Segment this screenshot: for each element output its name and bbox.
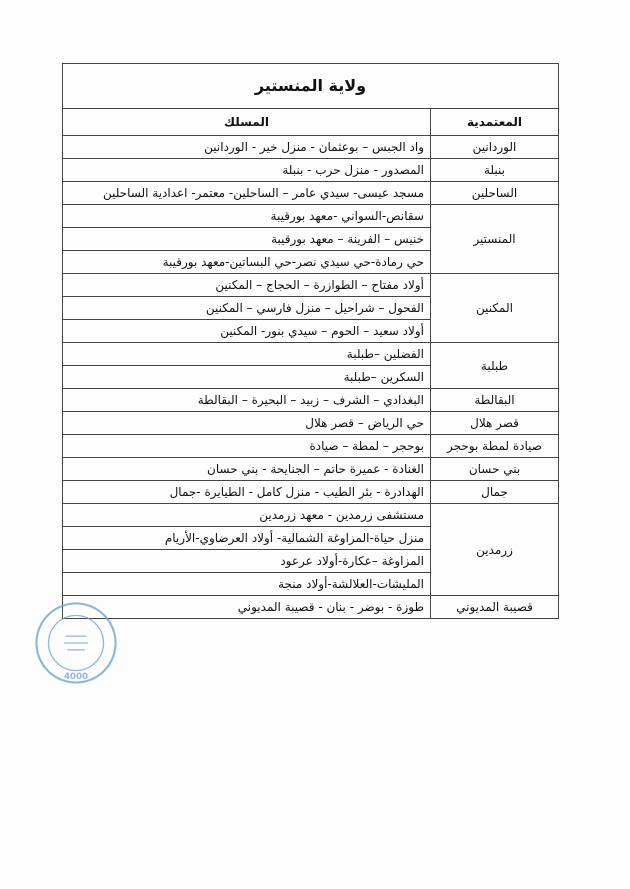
route-cell: خنيس – الفرينة – معهد بورقيبة	[63, 228, 431, 251]
table-row	[63, 205, 559, 228]
table-row	[63, 343, 559, 366]
table-row	[63, 412, 559, 435]
route-cell: الفضلين –طبلبة	[63, 343, 431, 366]
table-row	[63, 159, 559, 182]
table-row	[63, 481, 559, 504]
route-cell: المزاوغة –عكارة-أولاد عرعود	[63, 550, 431, 573]
delegation-cell: الساحلين	[431, 182, 559, 205]
route-column-header: المسلك	[63, 109, 431, 136]
delegation-cell: المكنين	[431, 274, 559, 343]
route-cell: أولاد مفتاح – الطوازرة – الحجاج – المكنين	[63, 274, 431, 297]
route-cell: مستشفى زرمدين - معهد زرمدين	[63, 504, 431, 527]
table-row	[63, 435, 559, 458]
table-row	[63, 504, 559, 527]
delegation-cell: زرمدين	[431, 504, 559, 596]
route-cell: المصدور - منزل حرب - بنبلة	[63, 159, 431, 182]
route-cell: الفحول – شراحيل – منزل فارسي – المكنين	[63, 297, 431, 320]
table-row	[63, 458, 559, 481]
delegation-cell: البقالطة	[431, 389, 559, 412]
delegation-cell: صيادة لمطة بوحجر	[431, 435, 559, 458]
route-cell: حي الرياض – قصر هلال	[63, 412, 431, 435]
route-cell: بوحجر – لمطة – صيادة	[63, 435, 431, 458]
table-row	[63, 274, 559, 297]
table-row	[63, 596, 559, 619]
delegation-cell: بني حسان	[431, 458, 559, 481]
delegation-cell: قصر هلال	[431, 412, 559, 435]
stamp-number: 4000	[64, 672, 88, 683]
route-cell: طوزة - بوضر - بنان - قصيبة المديوني	[63, 596, 431, 619]
route-cell: أولاد سعيد – الحوم – سيدي بنور- المكنين	[63, 320, 431, 343]
routes-table	[62, 63, 559, 619]
route-cell: حي رمادة-حي سيدي نصر-حي البساتين-معهد بورقيبة	[63, 251, 431, 274]
route-cell: البغدادي – الشرف – زبيد – البحيرة – البقالطة	[63, 389, 431, 412]
route-cell: الغنادة - عميرة حاتم – الجنايحة - بني حسان	[63, 458, 431, 481]
delegation-cell: بنبلة	[431, 159, 559, 182]
delegation-cell: المنستير	[431, 205, 559, 274]
official-stamp-icon	[33, 600, 119, 686]
table-row	[63, 182, 559, 205]
route-cell: المليشات-العلالشة-أولاد منجة	[63, 573, 431, 596]
document-title: ولاية المنستير	[63, 64, 559, 109]
delegation-cell: الوردانين	[431, 136, 559, 159]
delegation-column-header: المعتمدية	[431, 109, 559, 136]
table-row	[63, 136, 559, 159]
delegation-cell: جمال	[431, 481, 559, 504]
route-cell: سقانص-السواني -معهد بورقيبة	[63, 205, 431, 228]
routes-table-body	[63, 136, 559, 619]
delegation-cell: طبلبة	[431, 343, 559, 389]
route-cell: السكرين –طبلبة	[63, 366, 431, 389]
route-cell: منزل حياة-المزاوغة الشمالية- أولاد العرضاوي-الأريام	[63, 527, 431, 550]
table-row	[63, 389, 559, 412]
route-cell: واد الجبس – بوعثمان - منزل خير - الوردانين	[63, 136, 431, 159]
route-cell: الهدادرة - بئر الطيب - منزل كامل - الطيايرة -جمال	[63, 481, 431, 504]
delegation-cell: قصيبة المديوني	[431, 596, 559, 619]
route-cell: مسجد عيسى- سيدي عامر – الساحلين- معتمر- اعدادية الساحلين	[63, 182, 431, 205]
